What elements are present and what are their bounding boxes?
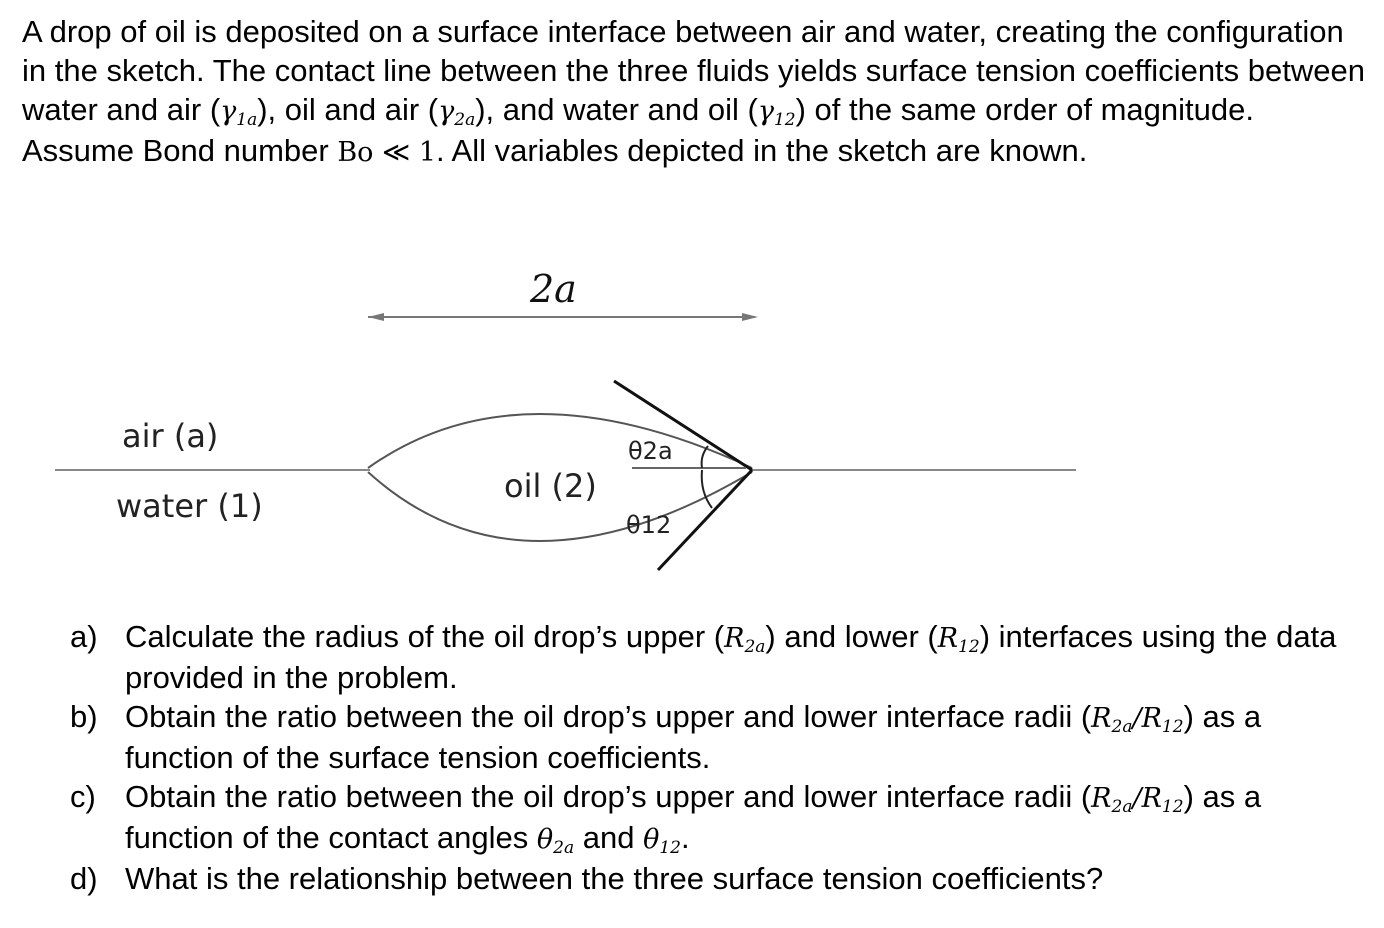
bond-number-condition: Bo ≪ 1 <box>337 137 437 168</box>
dimension-arrowhead-left <box>368 313 384 321</box>
intro-text-2: ), oil and air ( <box>257 92 439 127</box>
gamma-1a: $\gamma_{1a}$ <box>220 96 258 130</box>
oil-lens-upper-interface <box>368 414 752 468</box>
intro-text-3: ), and water and oil ( <box>475 92 758 127</box>
radius-R12: $R_{12}$ <box>937 623 980 657</box>
question-label: b) <box>70 699 98 734</box>
question-b: b) Obtain the ratio between the oil drop’s upper and lower interface radii $(R_{2a}/R_{12})$ as a function of the surface tension coefficients. <box>70 699 1262 775</box>
water-label: water (1) <box>116 487 263 525</box>
radius-ratio: $R_{2a}/R_{12}$ <box>1091 703 1184 737</box>
dimension-label: 2a <box>530 267 577 311</box>
tangent-line-lower <box>658 470 752 570</box>
theta-lower-label: θ12 <box>626 511 672 539</box>
question-a: a) Calculate the radius of the oil drop’s upper $(R_{2a})$ and lower $(R_{12})$ interfaces using the data provided in the problem. <box>70 619 1337 695</box>
oil-label: oil (2) <box>504 467 597 505</box>
question-list <box>70 617 1370 898</box>
gamma-2a: $\gamma_{2a}$ <box>438 96 476 130</box>
problem-statement <box>22 12 1367 172</box>
question-label: d) <box>70 861 98 896</box>
intro-text-4: ) of the same order of magnitude. Assume Bond number <box>22 92 1254 168</box>
theta-12: $\theta_{12}$ <box>643 824 681 858</box>
oil-drop-sketch <box>0 250 1384 590</box>
air-label: air (a) <box>122 417 219 455</box>
question-d: d) What is the relationship between the three surface tension coefficients? <box>70 861 1104 896</box>
question-c: c) Obtain the ratio between the oil drop’s upper and lower interface radii $(R_{2a}/R_{12})$ as a function of the contact angles $\theta_{2a}$ and $\theta_{12}$. <box>70 779 1262 858</box>
radius-R2a: $R_{2a}$ <box>724 623 766 657</box>
radius-ratio: $R_{2a}/R_{12}$ <box>1091 783 1184 817</box>
question-label: c) <box>70 779 96 814</box>
dimension-arrowhead-right <box>742 313 758 321</box>
intro-text-1: A drop of oil is deposited on a surface interface between air and water, creating the configuration in the sketch. The contact line between the three fluids yields surface tension coefficients between water and air ( <box>22 14 1365 127</box>
angle-arc-lower <box>702 470 712 508</box>
theta-upper-label: θ2a <box>628 437 673 465</box>
gamma-12: $\gamma_{12}$ <box>757 96 796 130</box>
intro-text-5: . All variables depicted in the sketch are known. <box>436 133 1088 168</box>
question-label: a) <box>70 619 98 654</box>
theta-2a: $\theta_{2a}$ <box>536 824 575 858</box>
